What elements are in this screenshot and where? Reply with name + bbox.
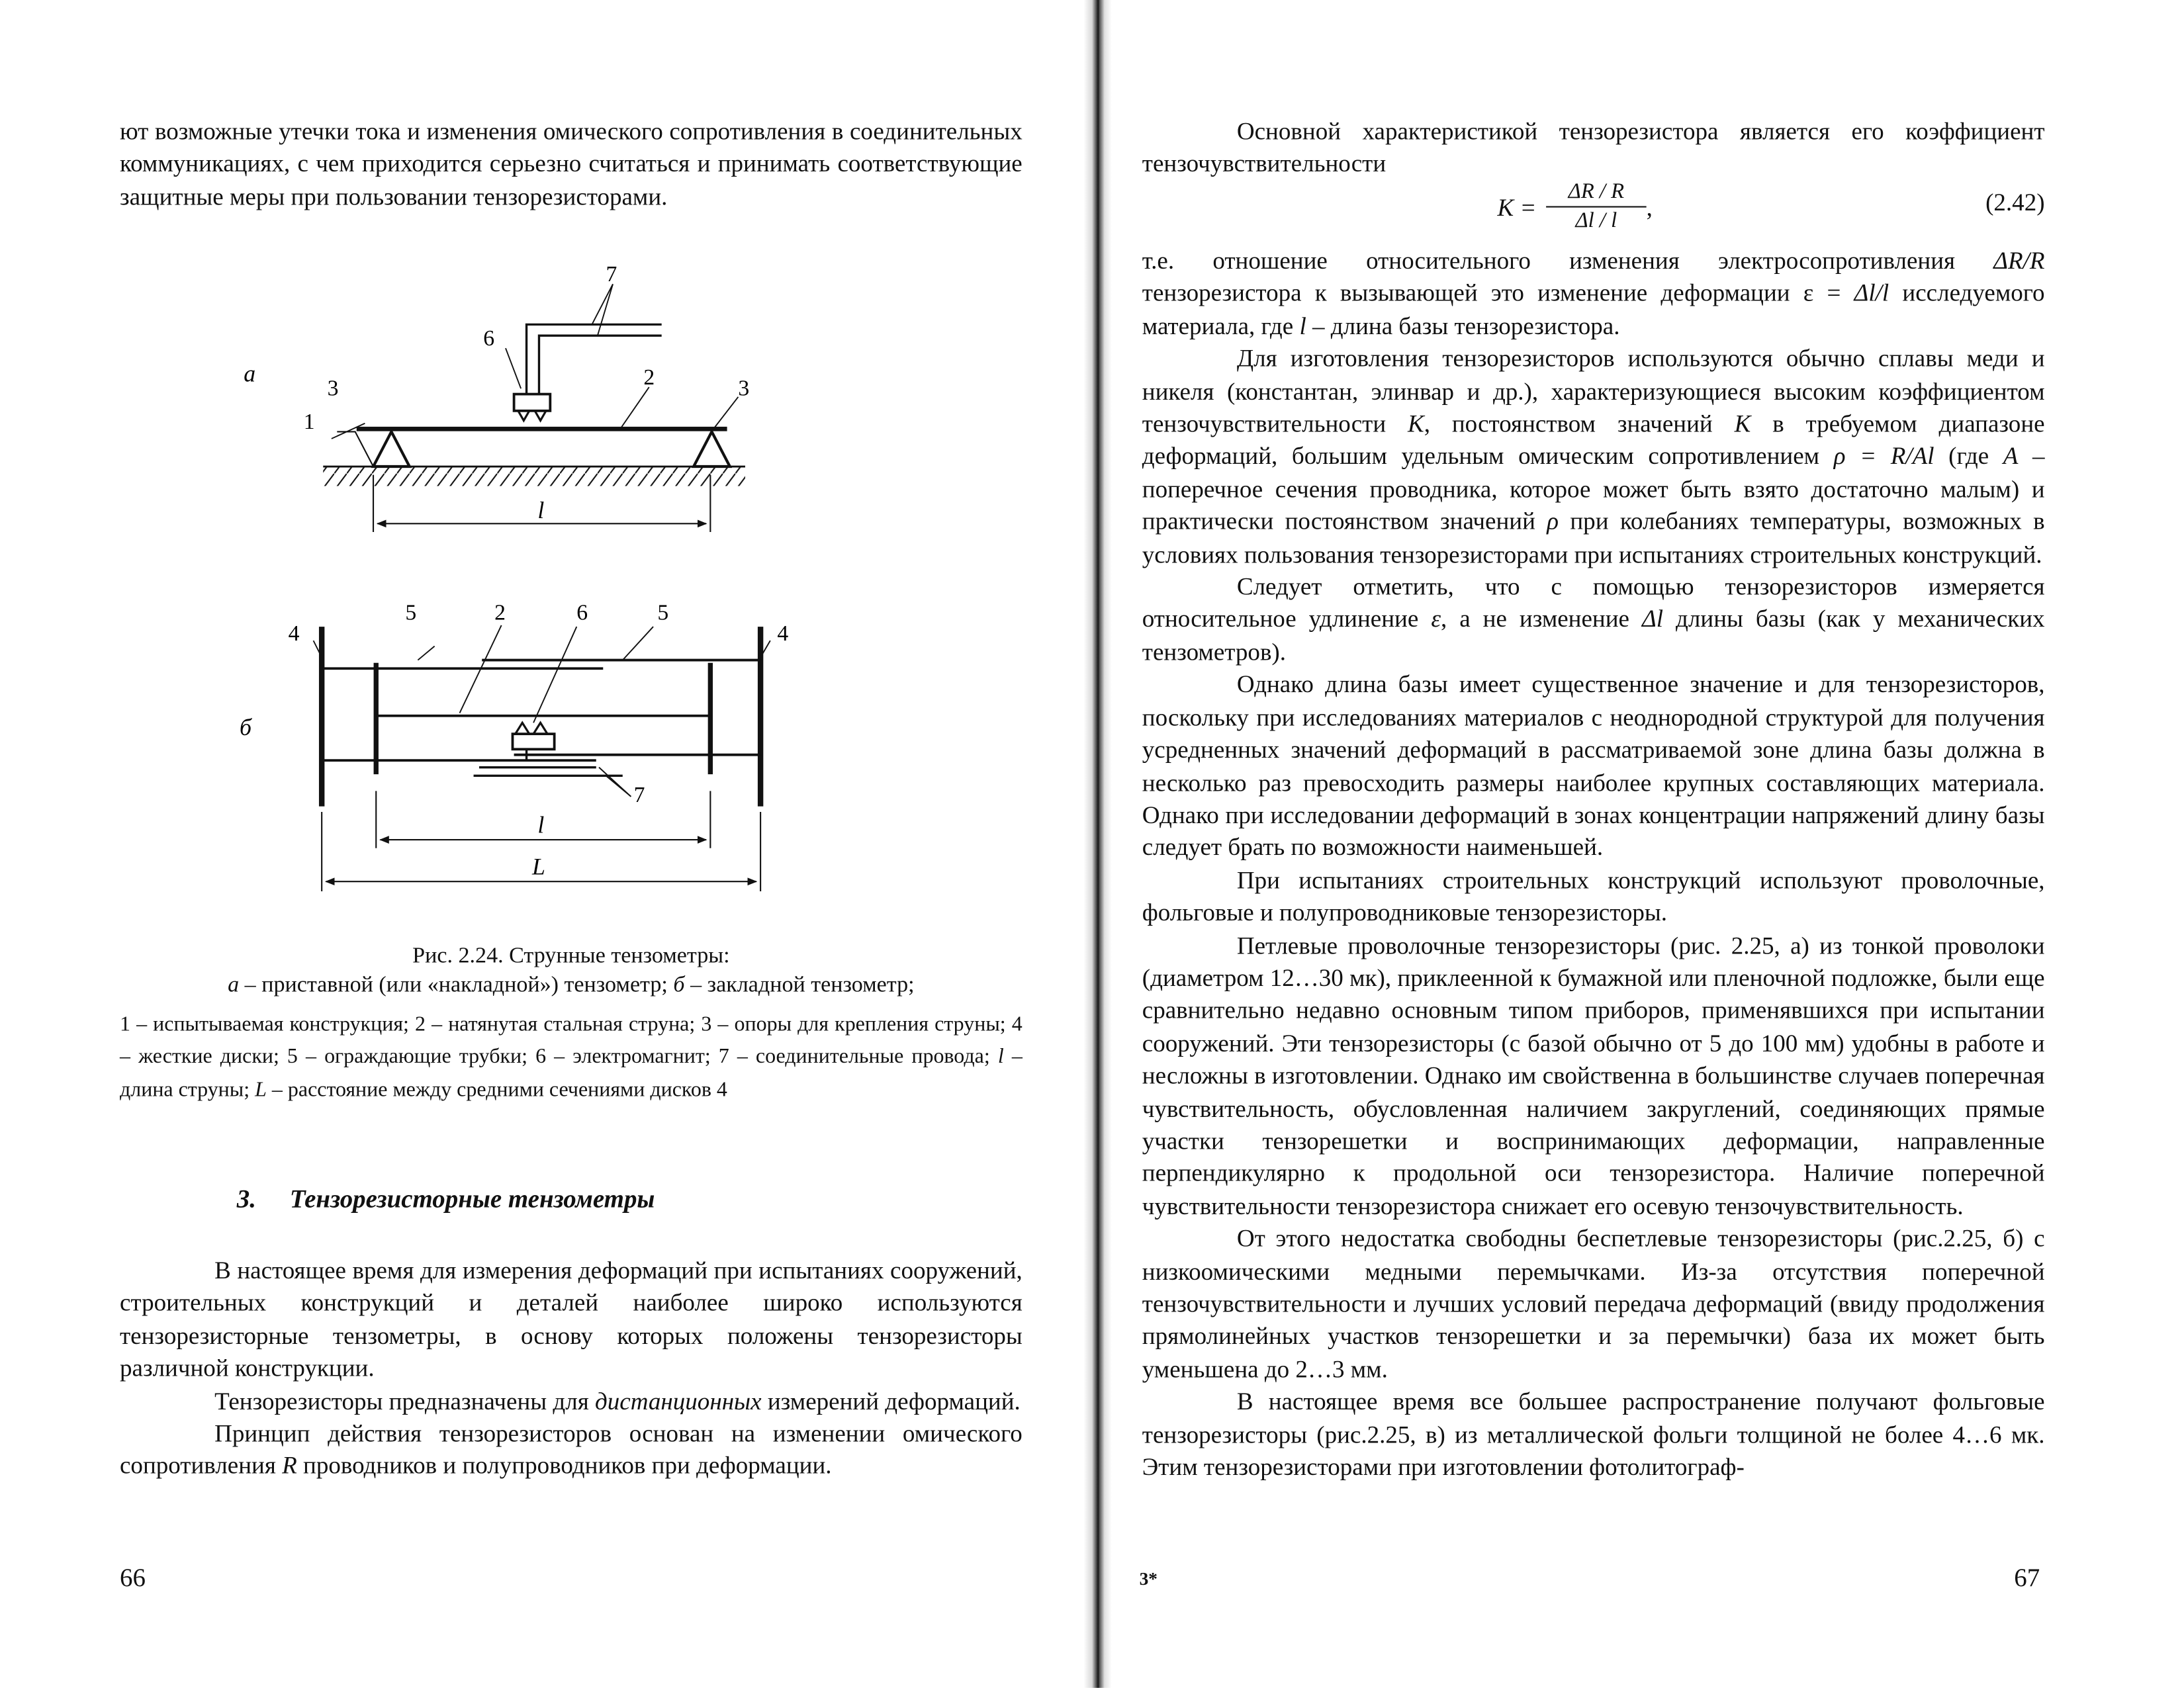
callout-3: 3 <box>327 376 339 401</box>
equation-number: (2.42) <box>1985 188 2045 216</box>
book-gutter <box>1083 0 1111 1688</box>
right-body-text <box>1142 245 2045 1484</box>
paragraph: Тензорезисторы предназначены для дистанционных измерений деформаций. <box>214 1386 1021 1415</box>
formula-denominator: Δl / l <box>1575 208 1617 233</box>
figure-2-24-diagram <box>209 256 878 911</box>
callout-6: 6 <box>483 326 495 351</box>
left-intro-paragraph <box>120 116 1023 214</box>
dimension-label-l: l <box>537 811 545 838</box>
caption-letter-b: б <box>673 972 685 997</box>
callout-5: 5 <box>405 600 417 625</box>
caption-letter-a: а <box>228 972 240 997</box>
callout-7: 7 <box>633 783 645 808</box>
callout-4: 4 <box>288 621 300 646</box>
section-number: 3. <box>236 1186 256 1215</box>
sheet-signature: 3* <box>1139 1568 1158 1589</box>
diagram-b-label: б <box>239 714 251 741</box>
callout-7: 7 <box>606 262 617 287</box>
paragraph: В настоящее время все большее распространение получают фольговые тензорезисторы (рис.2.25, в) из металлической фольги толщиной не более 4…6 мк. Этим тензорезисторами при изготовлении фотолитограф- <box>1142 1387 2045 1481</box>
paragraph: Основной характеристикой тензорезистора является его коэффициент тензочувствительности <box>1142 116 2045 178</box>
paragraph: От этого недостатка свободны беспетлевые тензорезисторы (рис.2.25, б) с низкоомическими медными перемычками. Из-за отсутствия поперечной тензочувствительности и лучших условий передача деформаций (ввиду продолжения прямолинейных участков тензорешетки и за перемычки) база их может быть уменьшена до 2…3 мм. <box>1142 1224 2045 1383</box>
callout-6: 6 <box>576 600 588 625</box>
diagram-a <box>244 262 749 532</box>
section-title: Тензорезисторные тензометры <box>289 1186 655 1215</box>
formula-lhs: K = <box>1497 193 1537 222</box>
callout-1: 1 <box>303 410 315 435</box>
callout-2: 2 <box>494 600 506 625</box>
caption-text-a: – приставной (или «накладной») тензометр; <box>239 972 674 997</box>
paragraph: Однако длина базы имеет существенное значение и для тензорезисторов, поскольку при исследованиях материалов с неоднородной структурой для получения усредненных значений деформаций в рассматриваемой зоне длина базы должна в несколько раз превосходить размеры наиболее крупных составляющих материала. Однако при исследовании деформаций в зонах концентрации напряжений длину базы следует брать по возможности наименьшей. <box>1142 670 2045 862</box>
callout-2: 2 <box>643 365 655 390</box>
paragraph: Для изготовления тензорезисторов используются обычно сплавы меди и никеля (константан, элинвар и др.), характеризующиеся высоким коэффициентом тензочувствительности K, постоянством значений K в требуемом диапазоне деформаций, большим удельным омическим сопротивлением ρ = R/Al (где A – поперечное сечения проводника, которое может быть взято достаточно малым) и практически постоянством значений ρ при колебаниях температуры, возможных в условиях пользования тензорезисторами при испытаниях строительных конструкций. <box>1142 344 2045 568</box>
paragraph: т.е. отношение относительного изменения электросопротивления ΔR/R тензорезистора к вызывающей это изменение деформации ε = Δl/l исследуемого материала, где l – длина базы тензорезистора. <box>1142 246 2045 340</box>
figure-caption-subtitle <box>120 971 1023 1000</box>
callout-4: 4 <box>777 621 789 646</box>
formula-2-42 <box>1142 179 2045 242</box>
section-heading <box>237 1186 655 1216</box>
callout-3: 3 <box>738 376 750 401</box>
paragraph: В настоящее время для измерения деформаций при испытаниях сооружений, строительных конструкций и деталей наиболее широко используются тензорезисторные тензометры, в основу которых положены тензорезисторы различной конструкции. <box>119 1256 1023 1382</box>
paragraph: Принцип действия тензорезисторов основан на изменении омического сопротивления R проводников и полупроводников при деформации. <box>119 1419 1023 1480</box>
dimension-label-l: l <box>537 496 545 523</box>
paragraph: При испытаниях строительных конструкций используют проволочные, фольговые и полупроводниковые тензорезисторы. <box>1142 866 2045 926</box>
figure-caption-title: Рис. 2.24. Струнные тензометры: <box>412 942 730 968</box>
page-number-left: 66 <box>119 1565 146 1593</box>
callout-5: 5 <box>657 600 669 625</box>
figure-legend: 1 – испытываемая конструкция; 2 – натянутая стальная струна; 3 – опоры для крепления струны; 4 – жесткие диски; 5 – ограждающие трубки; 6 – электромагнит; 7 – соединительные провода; l – длина струны; L – расстояние между средними сечениями дисков 4 <box>119 1012 1023 1102</box>
caption-text-b: – закладной тензометр; <box>684 972 915 997</box>
right-intro-paragraph <box>1142 116 2045 181</box>
paragraph: Следует отметить, что с помощью тензорезисторов измеряется относительное удлинение ε, а не изменение Δl длины базы (как у механических тензометров). <box>1142 572 2045 666</box>
diagram-a-label: а <box>244 360 256 387</box>
dimension-label-L: L <box>531 853 545 880</box>
formula-comma: , <box>1646 193 1653 222</box>
left-body-text <box>120 1255 1023 1483</box>
formula-numerator: ΔR / R <box>1546 179 1647 207</box>
paragraph: Петлевые проволочные тензорезисторы (рис. 2.25, а) из тонкой проволоки (диаметром 12…30 мк), приклеенной к бумажной или пленочной подложке, были еще сравнительно недавно основным типом приборов, применявшихся при испытании сооружений. Эти тензорезисторы (с базой обычно от 5 до 100 мм) удобны в работе и несложны в изготовлении. Однако им свойственна в большинстве случаев поперечная чувствительность, обусловленная наличием закруглений, соединяющих прямые участки тензорешетки и воспринимающих деформации, направленные перпендикулярно к продольной оси тензорезистора. Наличие поперечной чувствительности тензорезистора снижает его осевую тензочувствительность. <box>1142 930 2045 1220</box>
page-number-right: 67 <box>2014 1565 2040 1593</box>
diagram-b <box>240 601 788 891</box>
formula-fraction <box>1546 179 1647 234</box>
paragraph: ют возможные утечки тока и изменения омического сопротивления в соединительных коммуникациях, с чем приходится серьезно считаться и принимать соответствующие защитные меры при пользовании тензорезисторами. <box>119 116 1023 210</box>
